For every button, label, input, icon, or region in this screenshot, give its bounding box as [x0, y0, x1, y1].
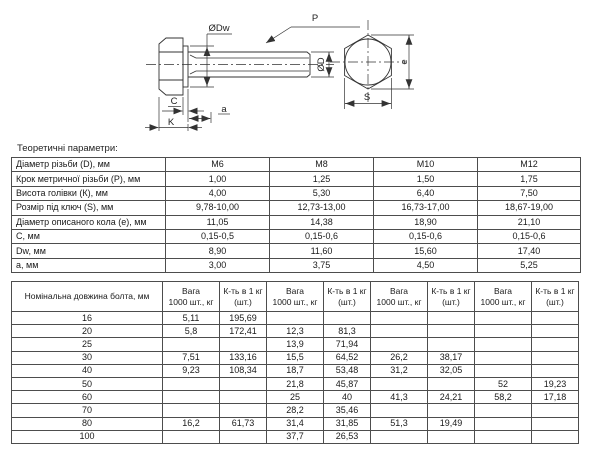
- weights-value: 12,3: [267, 325, 324, 338]
- weights-value: 35,46: [324, 404, 371, 417]
- weights-value: 28,2: [267, 404, 324, 417]
- weights-value: 40: [324, 391, 371, 404]
- weights-value: [371, 338, 428, 351]
- bolt-side-view: [146, 38, 334, 95]
- weights-value: 18,7: [267, 364, 324, 377]
- weights-value: 45,87: [324, 377, 371, 390]
- weights-value: [475, 364, 532, 377]
- param-row: [12, 201, 581, 215]
- param-row: [12, 172, 581, 186]
- weights-value: [532, 364, 579, 377]
- weights-row: [12, 404, 579, 417]
- param-value: 3,00: [166, 258, 270, 272]
- weights-value: 32,05: [428, 364, 475, 377]
- param-value: 17,40: [478, 244, 581, 258]
- weights-value: [428, 338, 475, 351]
- weights-value: 41,3: [371, 391, 428, 404]
- weights-value: [532, 351, 579, 364]
- dim-label-k: K: [167, 117, 175, 128]
- bolt-length: 50: [12, 377, 163, 390]
- param-value: 0,15-0,6: [478, 229, 581, 243]
- param-value: 0,15-0,6: [270, 229, 374, 243]
- weights-value: [475, 430, 532, 443]
- params-table: [11, 157, 581, 273]
- param-label: Крок метричної різьби (Р), мм: [12, 172, 166, 186]
- dimension-lines-end: [345, 35, 414, 109]
- param-value: 1,75: [478, 172, 581, 186]
- weights-value: [163, 338, 220, 351]
- param-value: 1,25: [270, 172, 374, 186]
- param-value: 1,00: [166, 172, 270, 186]
- dimension-labels: [168, 13, 410, 128]
- param-value: 5,30: [270, 186, 374, 200]
- bolt-length: 60: [12, 391, 163, 404]
- param-value: 8,90: [166, 244, 270, 258]
- weights-value: [428, 404, 475, 417]
- param-label: Діаметр описаного кола (е), мм: [12, 215, 166, 229]
- weights-value: 64,52: [324, 351, 371, 364]
- weights-value: 17,18: [532, 391, 579, 404]
- weights-row: [12, 312, 579, 325]
- bolt-length: 25: [12, 338, 163, 351]
- weights-value: 31,4: [267, 417, 324, 430]
- weights-value: [428, 325, 475, 338]
- weights-value: [532, 417, 579, 430]
- weights-header-row: [12, 282, 579, 312]
- param-value: 16,73-17,00: [374, 201, 478, 215]
- weights-value: 52: [475, 377, 532, 390]
- weights-value: 26,53: [324, 430, 371, 443]
- weights-table: [11, 281, 579, 444]
- weights-value: [475, 325, 532, 338]
- param-value: 4,00: [166, 186, 270, 200]
- dim-label-s: S: [363, 92, 371, 103]
- weights-value: 16,2: [163, 417, 220, 430]
- bolt-length: 70: [12, 404, 163, 417]
- weights-value: 13,9: [267, 338, 324, 351]
- weights-value: 81,3: [324, 325, 371, 338]
- weights-value: 7,51: [163, 351, 220, 364]
- param-label: Висота голівки (К), мм: [12, 186, 166, 200]
- weights-value: [371, 312, 428, 325]
- dim-label-d: ØD: [316, 57, 327, 72]
- weights-value: [532, 430, 579, 443]
- param-value: М8: [270, 158, 374, 172]
- param-value: 21,10: [478, 215, 581, 229]
- weights-value: 51,3: [371, 417, 428, 430]
- weights-value: 71,94: [324, 338, 371, 351]
- dim-label-dw-icon: ØDw: [208, 23, 230, 34]
- weights-value: [532, 404, 579, 417]
- param-value: 6,40: [374, 186, 478, 200]
- weights-value: [163, 377, 220, 390]
- weights-value: [532, 338, 579, 351]
- weights-value: 5,8: [163, 325, 220, 338]
- weights-value: 31,85: [324, 417, 371, 430]
- weights-value: 21,8: [267, 377, 324, 390]
- weights-value: [371, 430, 428, 443]
- weight-header: Вага 1000 шт., кг: [267, 282, 324, 312]
- weights-value: [163, 391, 220, 404]
- param-label: а, мм: [12, 258, 166, 272]
- weights-value: 172,41: [220, 325, 267, 338]
- weights-value: [220, 391, 267, 404]
- weights-value: [475, 404, 532, 417]
- weights-value: [532, 312, 579, 325]
- weights-value: 15,5: [267, 351, 324, 364]
- param-value: 11,05: [166, 215, 270, 229]
- bolt-drawing: [0, 0, 600, 142]
- weights-value: [371, 404, 428, 417]
- weights-value: 108,34: [220, 364, 267, 377]
- weights-value: 38,17: [428, 351, 475, 364]
- weights-row: [12, 430, 579, 443]
- weights-value: [267, 312, 324, 325]
- weights-value: [475, 312, 532, 325]
- length-header: Номінальна довжина болта, мм: [12, 282, 163, 312]
- weights-value: 26,2: [371, 351, 428, 364]
- weights-value: [475, 417, 532, 430]
- param-value: 0,15-0,6: [374, 229, 478, 243]
- dim-label-c: C: [170, 96, 178, 107]
- weight-header: Вага 1000 шт., кг: [371, 282, 428, 312]
- weights-value: [428, 430, 475, 443]
- param-row: [12, 158, 581, 172]
- param-value: М10: [374, 158, 478, 172]
- weights-value: [428, 377, 475, 390]
- weights-value: 19,23: [532, 377, 579, 390]
- weights-row: [12, 364, 579, 377]
- weights-value: [532, 325, 579, 338]
- param-value: 18,90: [374, 215, 478, 229]
- weights-value: [371, 377, 428, 390]
- param-row: [12, 244, 581, 258]
- weights-row: [12, 325, 579, 338]
- params-title: Теоретичні параметри:: [17, 143, 118, 154]
- bolt-length: 16: [12, 312, 163, 325]
- weights-value: [324, 312, 371, 325]
- param-value: 3,75: [270, 258, 374, 272]
- param-label: С, мм: [12, 229, 166, 243]
- param-value: 1,50: [374, 172, 478, 186]
- count-header: К-ть в 1 кг (шт.): [220, 282, 267, 312]
- param-value: 7,50: [478, 186, 581, 200]
- weights-value: [371, 325, 428, 338]
- param-value: 9,78-10,00: [166, 201, 270, 215]
- weights-value: [163, 404, 220, 417]
- weights-value: [475, 338, 532, 351]
- dim-label-p: P: [311, 13, 319, 24]
- param-value: М12: [478, 158, 581, 172]
- weights-row: [12, 338, 579, 351]
- weights-value: 133,16: [220, 351, 267, 364]
- weights-value: 53,48: [324, 364, 371, 377]
- weights-value: 61,73: [220, 417, 267, 430]
- weight-header: Вага 1000 шт., кг: [163, 282, 220, 312]
- weights-value: [220, 338, 267, 351]
- weights-row: [12, 351, 579, 364]
- bolt-length: 20: [12, 325, 163, 338]
- weights-value: [475, 351, 532, 364]
- dimension-lines-side: [145, 27, 360, 131]
- weights-value: [220, 404, 267, 417]
- bolt-length: 40: [12, 364, 163, 377]
- param-value: 12,73-13,00: [270, 201, 374, 215]
- param-row: [12, 229, 581, 243]
- weights-value: [163, 430, 220, 443]
- param-value: 0,15-0,5: [166, 229, 270, 243]
- weights-value: 37,7: [267, 430, 324, 443]
- dim-label-a: a: [221, 104, 227, 115]
- param-value: 5,25: [478, 258, 581, 272]
- weights-value: 58,2: [475, 391, 532, 404]
- dim-label-e: e: [399, 59, 410, 65]
- param-value: 18,67-19,00: [478, 201, 581, 215]
- weights-row: [12, 391, 579, 404]
- param-row: [12, 258, 581, 272]
- param-value: М6: [166, 158, 270, 172]
- bolt-length: 100: [12, 430, 163, 443]
- bolt-length: 30: [12, 351, 163, 364]
- weights-value: 24,21: [428, 391, 475, 404]
- param-label: Розмір під ключ (S), мм: [12, 201, 166, 215]
- weights-value: [220, 430, 267, 443]
- weights-value: 19,49: [428, 417, 475, 430]
- count-header: К-ть в 1 кг (шт.): [428, 282, 475, 312]
- param-label: Діаметр різьби (D), мм: [12, 158, 166, 172]
- weights-value: 5,11: [163, 312, 220, 325]
- weights-value: [220, 377, 267, 390]
- param-label: Dw, мм: [12, 244, 166, 258]
- weights-value: 195,69: [220, 312, 267, 325]
- param-value: 4,50: [374, 258, 478, 272]
- param-value: 14,38: [270, 215, 374, 229]
- weight-header: Вага 1000 шт., кг: [475, 282, 532, 312]
- weights-value: 31,2: [371, 364, 428, 377]
- count-header: К-ть в 1 кг (шт.): [324, 282, 371, 312]
- param-value: 15,60: [374, 244, 478, 258]
- weights-row: [12, 417, 579, 430]
- param-row: [12, 215, 581, 229]
- weights-value: 9,23: [163, 364, 220, 377]
- count-header: К-ть в 1 кг (шт.): [532, 282, 579, 312]
- param-row: [12, 186, 581, 200]
- weights-value: 25: [267, 391, 324, 404]
- weights-row: [12, 377, 579, 390]
- bolt-length: 80: [12, 417, 163, 430]
- weights-value: [428, 312, 475, 325]
- param-value: 11,60: [270, 244, 374, 258]
